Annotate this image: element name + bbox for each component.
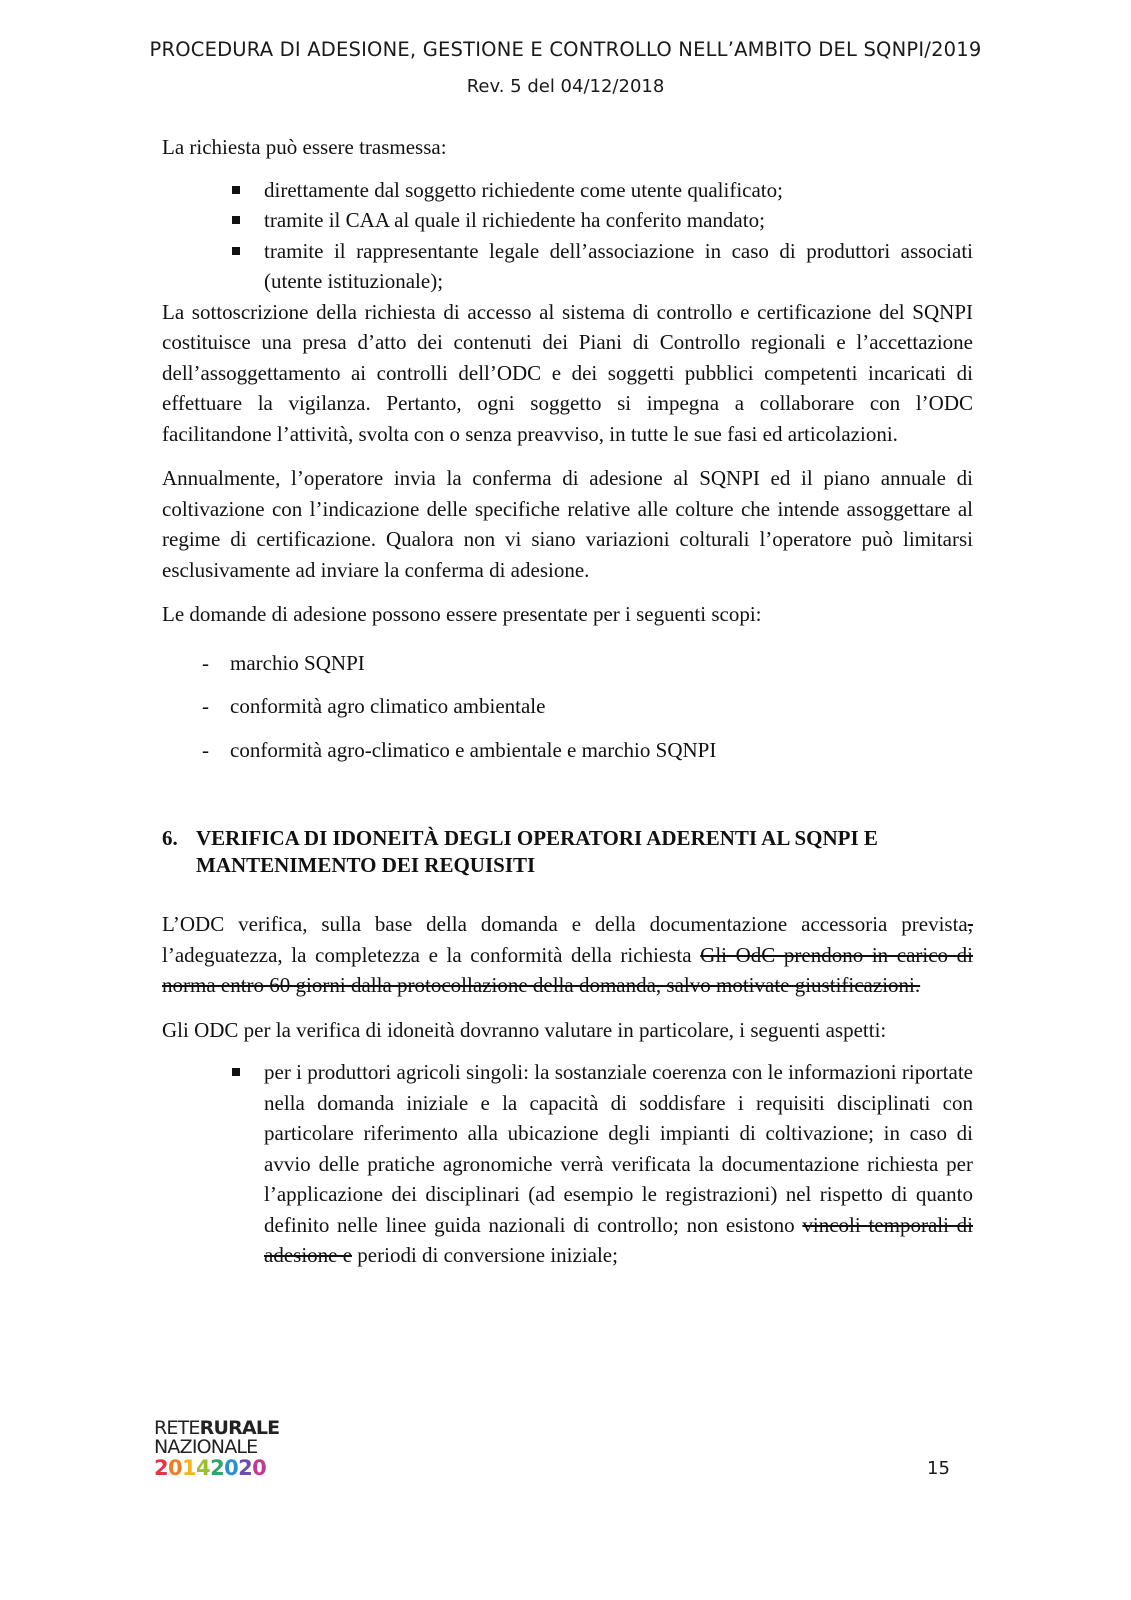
verification-paragraph: [162, 909, 973, 1001]
list-item: tramite il CAA al quale il richiedente ha conferito mandato;: [264, 205, 973, 236]
logo-rete: RETE: [154, 1417, 200, 1439]
section-heading: [162, 825, 973, 879]
verification-text-2: l’adeguatezza, la completezza e la conformità della richiesta: [162, 942, 701, 967]
logo-years: [154, 1457, 279, 1479]
list-item: - marchio SQNPI: [230, 648, 973, 679]
purposes-intro-paragraph: Le domande di adesione possono essere presentate per i seguenti scopi:: [162, 602, 762, 626]
subscription-paragraph: La sottoscrizione della richiesta di accesso al sistema di controllo e certificazione del SQNPI costituisce una presa d’atto dei contenuti dei Piani di Controllo regionali e l’accettazione dell’assoggettamento ai controlli dell’ODC e dei soggetti pubblici competenti incaricati di effettuare la vigilanza. Pertanto, ogni soggetto si impegna a collaborare con l’ODC facilitandone l’attività, svolta con o senza preavviso, in tutte le sue fasi ed articolazioni.: [162, 299, 973, 446]
page-number: 15: [927, 1458, 950, 1479]
transmission-list: [162, 175, 973, 297]
struck-comma: ,: [967, 912, 973, 936]
list-item: direttamente dal soggetto richiedente come utente qualificato;: [264, 175, 973, 206]
header-revision: Rev. 5 del 04/12/2018: [466, 76, 665, 97]
intro-paragraph: La richiesta può essere trasmessa:: [162, 135, 447, 159]
logo-rurale: RURALE: [199, 1417, 280, 1439]
logo-year-digit: 0: [168, 1456, 183, 1480]
logo-year-digit: 2: [238, 1456, 253, 1480]
struck-text: Gli OdC prendono in carico di norma entro 60 giorni dalla protocollazione della domanda, salvo motivate giustificazioni.: [162, 942, 973, 997]
section-number: 6.: [162, 826, 178, 850]
logo-year-digit: 0: [252, 1456, 267, 1480]
struck-text: vincoli temporali di adesione e: [264, 1212, 973, 1267]
rete-rurale-logo: [154, 1419, 279, 1479]
annual-confirmation-paragraph: Annualmente, l’operatore invia la conferma di adesione al SQNPI ed il piano annuale di coltivazione con l’indicazione delle specifiche relative alle colture che intende assoggettare al regime di certificazione. Qualora non vi siano variazioni colturali l’operatore può limitarsi esclusivamente ad inviare la conferma di adesione.: [162, 466, 973, 582]
aspects-list: [162, 1057, 973, 1271]
aspects-intro-paragraph: Gli ODC per la verifica di idoneità dovranno valutare in particolare, i seguenti aspetti:: [162, 1017, 887, 1042]
list-item: [264, 1057, 973, 1271]
logo-year-digit: 1: [182, 1456, 197, 1480]
page-body: [162, 132, 973, 1271]
aspect-text: per i produttori agricoli singoli: la sostanziale coerenza con le informazioni riportate nella domanda iniziale e la capacità di soddisfare i requisiti disciplinati con particolare riferimento alla ubicazione degli impianti di coltivazione; in caso di avvio delle pratiche agronomiche verrà verificata la documentazione richiesta per l’applicazione dei disciplinari (ad esempio le registrazioni) nel rispetto di quanto definito nelle linee guida nazionali di controllo; non esistono: [264, 1060, 973, 1237]
logo-year-digit: 4: [196, 1456, 211, 1480]
logo-year-digit: 2: [210, 1456, 225, 1480]
logo-year-digit: 2: [154, 1456, 169, 1480]
header-title: PROCEDURA DI ADESIONE, GESTIONE E CONTROLLO NELL’AMBITO DEL SQNPI/2019: [149, 38, 982, 61]
purposes-list: [162, 648, 973, 766]
list-item: - conformità agro climatico ambientale: [230, 691, 973, 722]
section-title: VERIFICA DI IDONEITÀ DEGLI OPERATORI ADERENTI AL SQNPI E MANTENIMENTO DEI REQUISITI: [196, 826, 878, 877]
list-item: tramite il rappresentante legale dell’associazione in caso di produttori associati (utente istituzionale);: [264, 236, 973, 297]
list-item: - conformità agro-climatico e ambientale e marchio SQNPI: [230, 735, 973, 766]
logo-line-2: NAZIONALE: [154, 1436, 258, 1458]
aspect-text-2: periodi di conversione iniziale;: [352, 1243, 618, 1267]
verification-text: L’ODC verifica, sulla base della domanda e della documentazione accessoria prevista: [162, 912, 968, 936]
logo-year-digit: 0: [224, 1456, 239, 1480]
